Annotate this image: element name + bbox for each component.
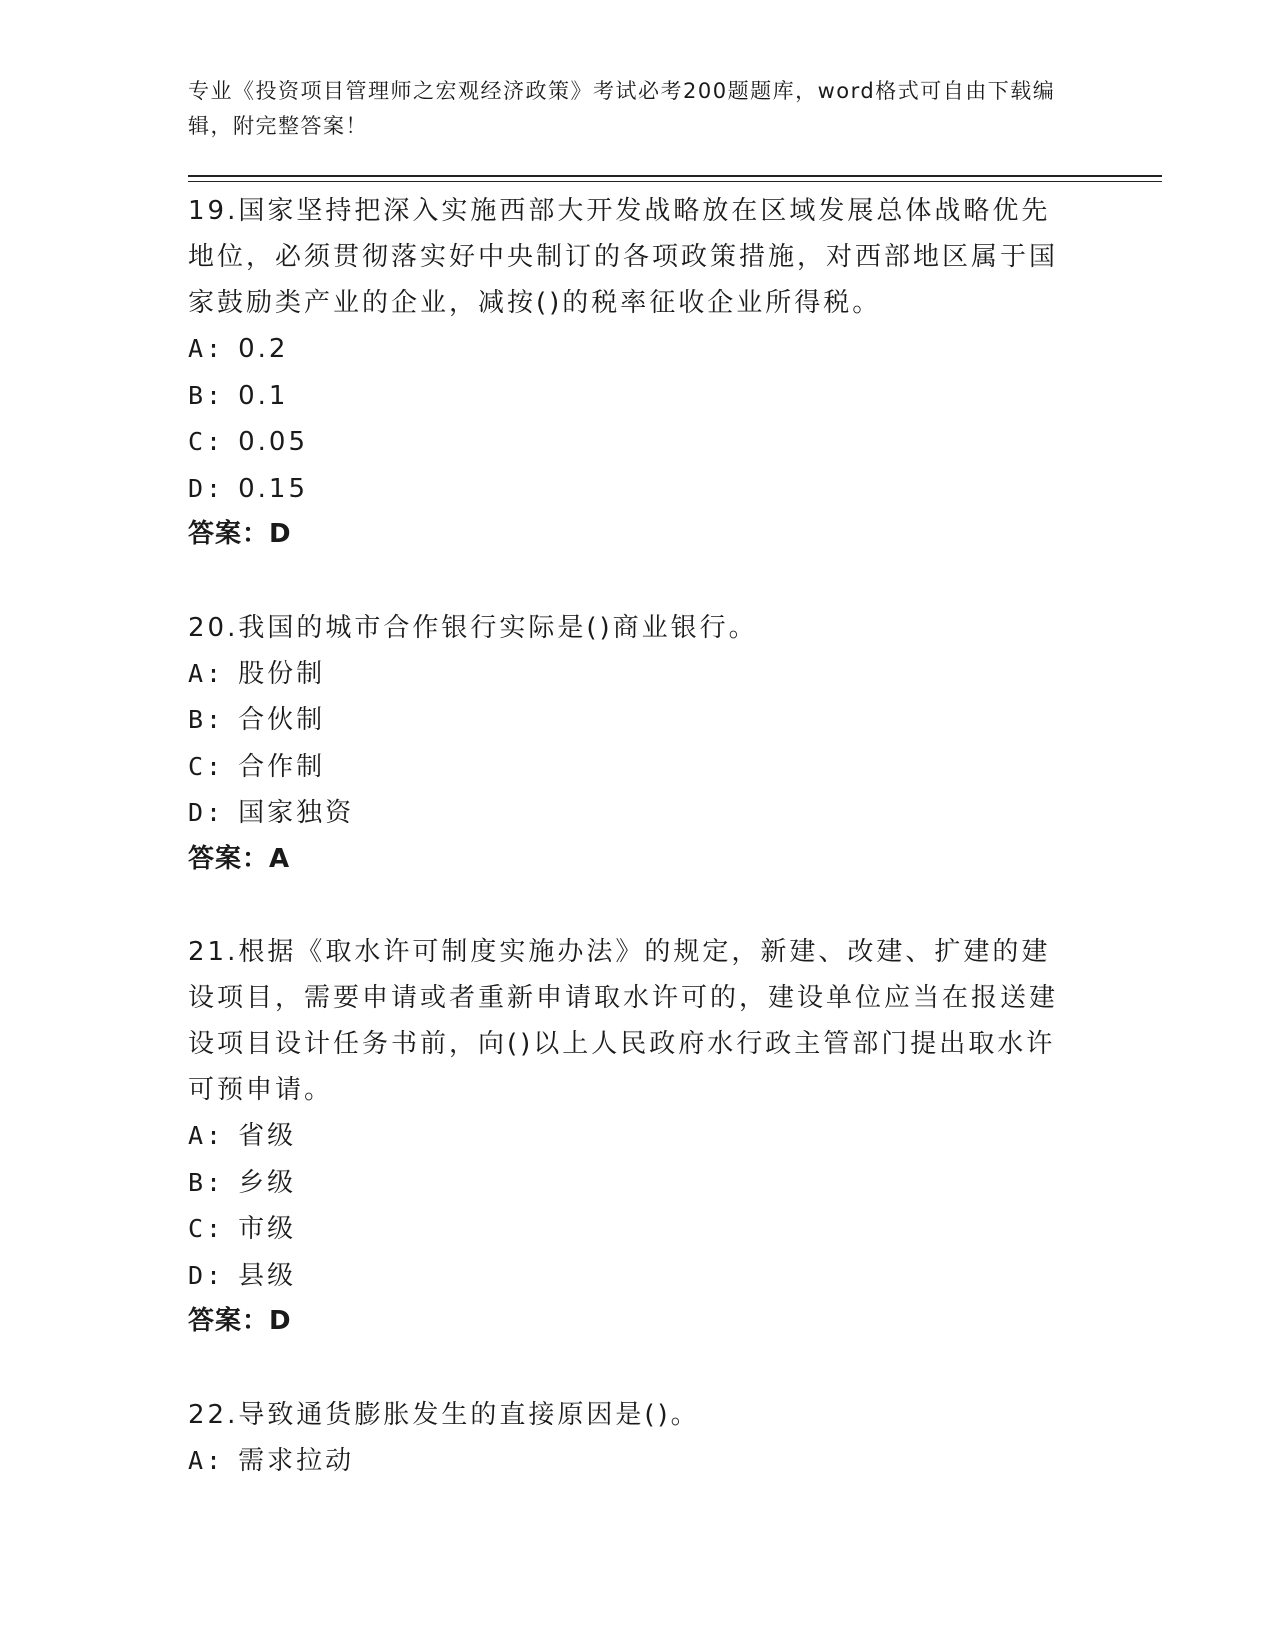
option-letter: A: <box>188 1121 225 1150</box>
option-text: 0.2 <box>238 334 289 364</box>
option-text: 0.1 <box>238 380 289 411</box>
header-divider <box>188 175 1162 177</box>
option-letter: A: <box>188 1445 225 1475</box>
option-text: 合伙制 <box>238 705 326 735</box>
header-divider-thin <box>188 181 1162 182</box>
option-letter: A: <box>188 334 225 363</box>
question-20 <box>188 605 1088 883</box>
option-c <box>188 744 1088 791</box>
option-a <box>188 1113 1088 1160</box>
question-22 <box>188 1392 1088 1485</box>
answer-line: 答案：D <box>188 1306 292 1336</box>
question-stem: 22.导致通货膨胀发生的直接原因是()。 <box>188 1399 700 1430</box>
answer-line: 答案：A <box>188 843 291 874</box>
option-b <box>188 1160 1088 1207</box>
option-c <box>188 1206 1088 1253</box>
question-21 <box>188 929 1088 1345</box>
question-list <box>188 188 1088 1484</box>
option-d <box>188 1253 1088 1300</box>
option-b <box>188 373 1088 420</box>
answer-line: 答案：D <box>188 519 292 549</box>
option-c <box>188 419 1088 466</box>
option-letter: A: <box>188 658 225 688</box>
question-19 <box>188 188 1088 558</box>
option-d <box>188 466 1088 513</box>
option-letter: C: <box>188 1214 225 1243</box>
option-letter: B: <box>188 380 225 410</box>
option-text: 股份制 <box>238 658 326 689</box>
question-stem: 21.根据《取水许可制度实施办法》的规定，新建、改建、扩建的建设项目，需要申请或者重新申请取水许可的，建设单位应当在报送建设项目设计任务书前，向()以上人民政府水行政主管部门提出取水许可预申请。 <box>188 937 1059 1105</box>
option-text: 0.15 <box>238 473 308 504</box>
document-header: 专业《投资项目管理师之宏观经济政策》考试必考200题题库，word格式可自由下载编辑，附完整答案！ <box>188 79 1056 138</box>
option-a <box>188 651 1088 698</box>
option-letter: C: <box>188 427 225 456</box>
option-text: 合作制 <box>238 751 326 782</box>
option-d <box>188 790 1088 837</box>
option-letter: D: <box>188 798 225 827</box>
option-text: 省级 <box>238 1121 297 1151</box>
option-letter: D: <box>188 1260 225 1290</box>
option-letter: B: <box>188 705 225 734</box>
option-text: 0.05 <box>238 427 308 457</box>
option-letter: D: <box>188 473 225 503</box>
option-a <box>188 1438 1088 1485</box>
option-text: 市级 <box>238 1214 297 1244</box>
option-b <box>188 697 1088 744</box>
question-stem: 19.国家坚持把深入实施西部大开发战略放在区域发展总体战略优先地位，必须贯彻落实好中央制订的各项政策措施，对西部地区属于国家鼓励类产业的企业，减按()的税率征收企业所得税。 <box>188 196 1059 318</box>
option-text: 乡级 <box>238 1167 297 1198</box>
option-letter: B: <box>188 1167 225 1197</box>
option-text: 国家独资 <box>238 798 355 828</box>
option-text: 需求拉动 <box>238 1445 355 1476</box>
option-text: 县级 <box>238 1260 297 1291</box>
option-letter: C: <box>188 751 225 781</box>
question-stem: 20.我国的城市合作银行实际是()商业银行。 <box>188 612 758 643</box>
option-a <box>188 326 1088 373</box>
